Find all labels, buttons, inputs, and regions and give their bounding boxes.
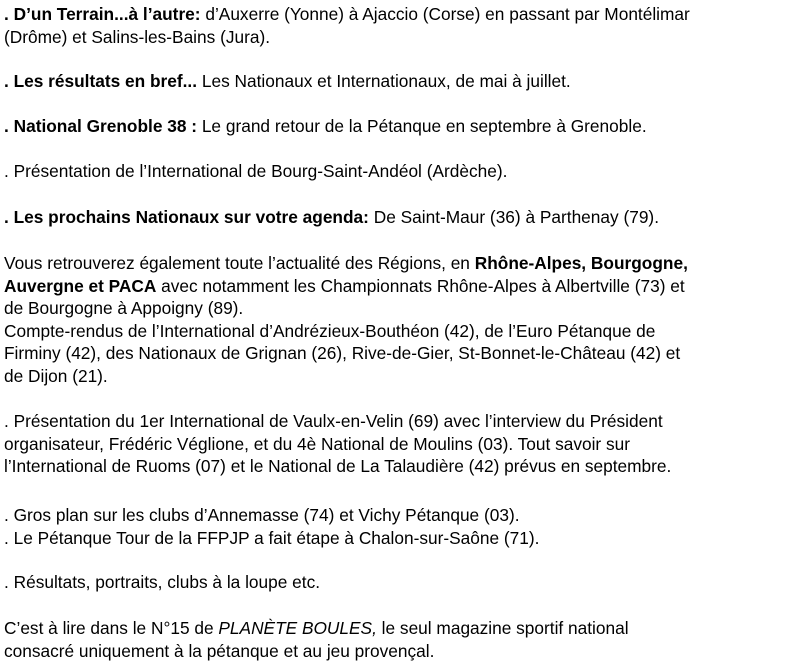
magazine-title: PLANÈTE BOULES,	[218, 618, 377, 638]
agenda-heading: . Les prochains Nationaux sur votre agenda:	[4, 207, 369, 227]
section-agenda	[4, 206, 796, 229]
section-vaulx	[4, 410, 796, 478]
vaulx-line-2: organisateur, Frédéric Véglione, et du 4è National de Moulins (03). Tout savoir sur	[4, 433, 630, 454]
section-resultats-portraits	[4, 571, 796, 594]
section-resultats	[4, 70, 796, 93]
resultats-text: Les Nationaux et Internationaux, de mai à juillet.	[197, 71, 571, 91]
regions-line-5: Firminy (42), des Nationaux de Grignan (26), Rive-de-Gier, St-Bonnet-le-Château (42) et	[4, 343, 681, 363]
terrain-text-2: (Drôme) et Salins-les-Bains (Jura).	[4, 26, 271, 47]
section-closing	[4, 617, 796, 662]
closing-line-2: consacré uniquement à la pétanque et au jeu provençal.	[4, 640, 435, 661]
agenda-line	[4, 206, 796, 229]
section-clubs	[4, 504, 796, 549]
regions-line-1	[4, 252, 796, 275]
regions-line-2	[4, 275, 796, 298]
section-presentation-bourg	[4, 160, 796, 183]
regions-line-4: Compte-rendus de l’International d’Andrézieux-Bouthéon (42), de l’Euro Pétanque de	[4, 320, 656, 341]
grenoble-line	[4, 115, 796, 138]
section-regions	[4, 252, 796, 387]
closing-line-1	[4, 617, 796, 640]
regions-line-6: de Dijon (21).	[4, 365, 108, 386]
section-grenoble	[4, 115, 796, 138]
closing-post: le seul magazine sportif national	[376, 618, 629, 638]
terrain-line-1	[4, 3, 796, 26]
regions-line-3: de Bourgogne à Appoigny (89).	[4, 298, 244, 318]
resultats-heading: . Les résultats en bref...	[4, 71, 198, 91]
terrain-heading: . D’un Terrain...à l’autre:	[4, 4, 201, 24]
terrain-text-1: d’Auxerre (Yonne) à Ajaccio (Corse) en passant par Montélimar	[200, 4, 690, 24]
resultats-line	[4, 70, 796, 93]
regions-bold-2: Auvergne et PACA	[4, 275, 157, 296]
regions-bold-1: Rhône-Alpes, Bourgogne,	[474, 253, 688, 273]
closing-pre: C’est à lire dans le N°15 de	[4, 618, 219, 638]
grenoble-text: Le grand retour de la Pétanque en septembre à Grenoble.	[197, 116, 647, 136]
vaulx-line-3: l’International de Ruoms (07) et le National de La Talaudière (42) prévus en septembre.	[4, 456, 672, 476]
regions-text-1: Vous retrouverez également toute l’actualité des Régions, en	[4, 253, 475, 273]
agenda-text: De Saint-Maur (36) à Parthenay (79).	[368, 207, 659, 227]
grenoble-heading: . National Grenoble 38 :	[4, 116, 198, 136]
presentation-bourg-text: . Présentation de l’International de Bourg-Saint-Andéol (Ardèche).	[4, 161, 508, 181]
clubs-line-2: . Le Pétanque Tour de la FFPJP a fait étape à Chalon-sur-Saône (71).	[4, 527, 540, 548]
resultats-portraits-text: . Résultats, portraits, clubs à la loupe etc.	[4, 572, 321, 592]
clubs-line-1: . Gros plan sur les clubs d’Annemasse (74) et Vichy Pétanque (03).	[4, 505, 520, 525]
vaulx-line-1: . Présentation du 1er International de Vaulx-en-Velin (69) avec l’interview du Président	[4, 411, 663, 431]
section-terrain	[4, 3, 796, 48]
regions-text-2: avec notamment les Championnats Rhône-Alpes à Albertville (73) et	[156, 275, 685, 296]
